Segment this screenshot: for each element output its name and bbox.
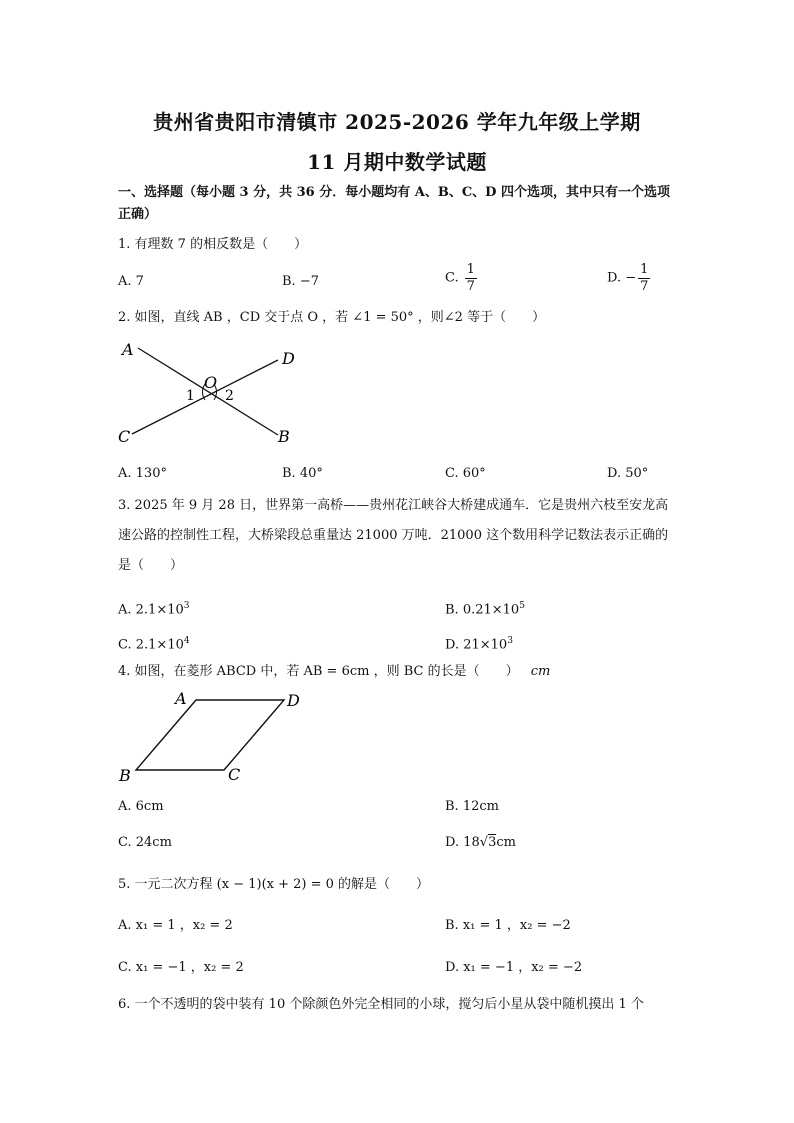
- q3-option-b-exponent: 5: [519, 601, 525, 611]
- label-c: C: [118, 427, 131, 446]
- q2-intersecting-lines-figure: [110, 338, 310, 450]
- section-heading: 一、选择题（每小题 3 分，共 36 分．每小题均有 A、B、C、D 四个选项，其中只有一个选项正确）: [118, 185, 670, 222]
- q5-option-b: B. x₁ = 1 ，x₂ = −2: [445, 918, 571, 933]
- label-o: O: [204, 373, 218, 392]
- q1-option-a: A. 7: [118, 274, 144, 289]
- q1-option-d: [607, 262, 650, 295]
- q1-option-c: [445, 262, 477, 295]
- label-b: B: [278, 427, 290, 446]
- q1-option-c-label: C.: [445, 270, 459, 286]
- fraction-denominator: 7: [466, 279, 475, 294]
- label-b: B: [119, 766, 131, 785]
- label-c: C: [228, 765, 241, 784]
- label-angle-1: 1: [186, 388, 195, 404]
- q3-option-a: [118, 597, 190, 619]
- fraction-denominator: 7: [640, 279, 649, 294]
- q4-option-c: C. 24cm: [118, 835, 172, 850]
- fraction-numerator: 1: [640, 262, 649, 277]
- q1-option-b: B. −7: [282, 274, 319, 289]
- q2-option-b: B. 40°: [282, 466, 323, 481]
- q3-option-a-exponent: 3: [183, 601, 190, 611]
- q3-option-c: [118, 632, 190, 654]
- sqrt-sign: √: [479, 835, 489, 850]
- q2-option-a: A. 130°: [118, 466, 167, 481]
- q5-option-d: D. x₁ = −1 ，x₂ = −2: [445, 960, 583, 975]
- q4-option-d: [445, 834, 516, 852]
- q1-option-c-fraction: [465, 262, 477, 295]
- q3-option-c-base: C. 2.1×10: [118, 637, 184, 653]
- q4-option-d-coef: D. 18: [445, 835, 480, 850]
- q5-option-a: A. x₁ = 1 ，x₂ = 2: [118, 918, 233, 933]
- q4-option-d-radicand: 3: [488, 835, 497, 850]
- label-d: D: [287, 691, 300, 710]
- label-d: D: [282, 349, 295, 368]
- rhombus-abcd: [136, 700, 284, 770]
- q4-option-d-unit: cm: [496, 835, 516, 850]
- exam-title-line1: 贵州省贵阳市清镇市 2025-2026 学年九年级上学期: [153, 110, 641, 134]
- q3-option-d-exponent: 3: [507, 636, 513, 646]
- q3-option-c-exponent: 4: [183, 636, 190, 646]
- fraction-numerator: 1: [466, 262, 475, 277]
- question-2-stem: 2. 如图，直线 AB ，CD 交于点 O ，若 ∠1 = 50° ，则∠2 等于（ ）: [118, 310, 546, 325]
- question-3-stem: 3. 2025 年 9 月 28 日，世界第一高桥——贵州花江峡谷大桥建成通车．它是贵州六枝至安龙高速公路的控制性工程，大桥梁段总重量达 21000 万吨．21000 这个数用科学记数法表示正确的是（ ）: [118, 498, 669, 573]
- label-a: A: [175, 689, 187, 708]
- q4-stem-text: 4. 如图，在菱形 ABCD 中，若 AB = 6cm ，则 BC 的长是（ ）: [118, 664, 519, 679]
- q3-option-b-base: B. 0.21×10: [445, 602, 520, 618]
- q3-option-d-base: D. 21×10: [445, 637, 508, 653]
- q5-option-c: C. x₁ = −1 ，x₂ = 2: [118, 960, 244, 975]
- label-a: A: [122, 340, 134, 359]
- question-4-stem: [118, 663, 550, 681]
- q3-option-d: [445, 632, 513, 654]
- question-6-stem: 6. 一个不透明的袋中装有 10 个除颜色外完全相同的小球，搅匀后小星从袋中随机摸出 1 个: [118, 997, 644, 1012]
- question-1-stem: 1. 有理数 7 的相反数是（ ）: [118, 237, 308, 252]
- exam-title-line2: 11 月期中数学试题: [307, 150, 487, 174]
- q3-option-b: [445, 597, 525, 619]
- line-cd: [132, 360, 278, 434]
- q1-option-d-label: D. −: [607, 270, 637, 286]
- question-5-stem: 5. 一元二次方程 (x − 1)(x + 2) = 0 的解是（ ）: [118, 877, 430, 892]
- q4-option-b: B. 12cm: [445, 799, 499, 814]
- q4-option-a: A. 6cm: [118, 799, 164, 814]
- label-angle-2: 2: [225, 388, 234, 404]
- q2-option-d: D. 50°: [607, 466, 649, 481]
- q3-option-a-base: A. 2.1×10: [118, 602, 184, 618]
- q4-rhombus-figure: [112, 686, 312, 786]
- q2-option-c: C. 60°: [445, 466, 486, 481]
- q1-option-d-fraction: [638, 262, 650, 295]
- q4-unit: cm: [530, 664, 551, 679]
